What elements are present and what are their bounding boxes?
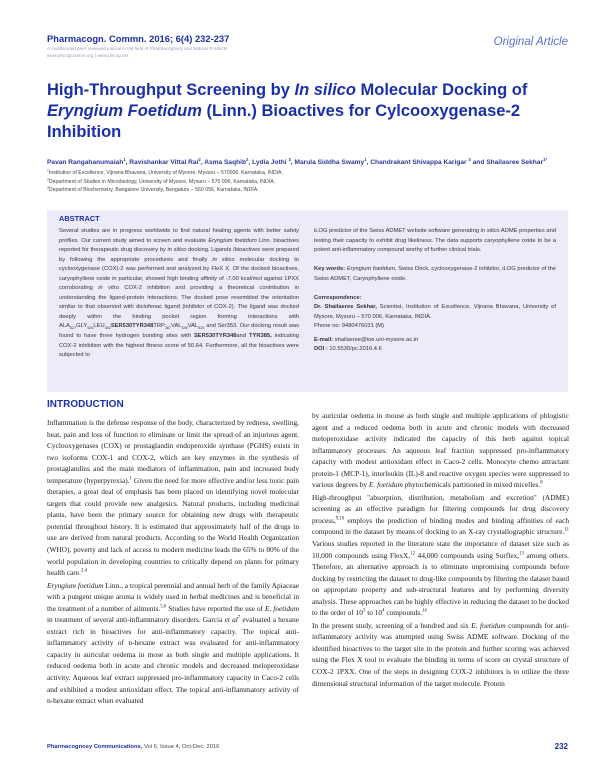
citation-ref: 9,10 [335,516,345,522]
text-run: indicating COX-2 inhibition with the highest fitness score of 50.64. Furthermore, all the bioactives were subjected to [59,333,299,359]
introduction-left-column [47,417,299,708]
text-run: GLY [76,323,88,330]
text-run: , Lydia Jothi [248,159,289,166]
text-run: VAL [187,323,199,330]
text-run: Institution of Excellence, Vijnana Bhavana, University of Mysore, Mysuru – 570006, Karnataka, INDIA. [48,170,283,176]
citation-ref: 14 [422,608,427,614]
citation-ref: 3 [362,608,366,614]
citation-ref: 11 [564,528,569,534]
doi-label: DOI : [314,346,328,353]
text-run: docking. Ligands /bioactives were prepared by following the appropriate procedures and finally [59,247,299,263]
journal-tagline [47,46,227,59]
text-run: and Shailasree Sekhar [470,159,544,166]
text-run: In the present study, screening of a hundred and six [312,620,472,630]
paragraph [47,417,299,579]
paragraph [312,492,569,619]
introduction-right-column [312,410,569,690]
text-run: Dr. Shailasree Sekhar, [314,304,377,311]
text-run: , Chandrakant Shivappa Karigar [366,159,469,166]
abstract-text [59,227,299,361]
citation-ref: 12 [410,551,415,557]
journal-websites[interactable]: www.phcogcommn.org | www.phcog.net [47,52,129,58]
page-number: 232 [554,742,568,751]
text-run: compounds for anti-inflammatory activity was attempted using Swiss ADME software. Docking of the identified bioactives to the target site in the protein and further scoring was achieved using the Flex X tool to evaluate the binding in terms of score on crystal structure of COX-2 1PXX. One of the steps in designing COX-2 inhibitors is to utilize the three dimensional structural information of the target molecule. Protein [312,620,570,688]
text-run: in vitro [98,285,119,292]
text-run: Given the need for more effective and/or less toxic pain therapies, a great deal of emphasis has been placed on identifying novel molecular targets that could provide new analgesics. Natural products, including medicinal plants, have been the primary source for obtaining new drugs with therapeutic potential throughout history. It is estimated that approximately half of the drugs in use are derived from natural products. According to the World Health Organization (WHO), poverty and lack of access to modern medicine leads the 65% to 80% of the world population in developing countries to critically depend on plants for primary health care. [47,475,300,578]
text-run: compounds. [384,608,423,618]
citation-ref: 2 [246,156,249,162]
text-run: Studies have reported the use of [166,603,265,613]
citation-ref: 13 [519,551,524,557]
subscript: 349 [181,326,188,331]
citation-ref: 8 [540,480,543,486]
text-run: Department of Studies in Microbiology, University of Mysore, Mysuru – 570 006, Karnataka, INDIA. [48,178,276,185]
text-run: Several studies are in progress worldwide to find natural healing agents with better safety profiles. Our current study aimed to screen and evaluate [59,228,299,244]
citation-ref: 2 [198,156,201,162]
text-run: High-throughput "absorption, distribution, metabolism and excretion" (ADME) screening as an effective paradigm for filtering compounds for drug discovery process, [312,492,569,525]
text-run: Eryngium foetidum, [346,266,397,273]
text-run: SER530TYR348 [110,323,154,330]
text-run: in silico [480,228,500,234]
text-run: E. foetidum [471,620,506,630]
text-run: et al [224,615,238,625]
subscript: 527 [69,326,77,331]
subscript: 523 [198,326,205,331]
citation-ref: 2 [47,176,49,181]
text-run: iLOG predictor of the Swiss ADMET website software generating [314,228,481,234]
page-footer [47,744,219,750]
email-line [314,336,556,346]
citation-ref: 1 [123,156,126,162]
citation-ref: 1 [364,156,367,162]
subscript: 352 [104,326,111,331]
text-run: Eryngium foetidum [47,580,104,590]
citation-ref: 1 [129,476,132,482]
text-run: SER530TYR348 [193,333,237,340]
text-run: E. foetidum [368,480,403,490]
text-run: Key words: [314,266,347,273]
text-run: Linn. bioactives reported for therapeutic drug discovery by [59,237,300,254]
text-run: , Marula Siddha Swamy [290,159,365,166]
citation-ref: 7 [237,615,241,621]
subscript: 387 [164,326,172,331]
correspondence-label: Correspondence: [314,294,362,301]
text-run: in silico [212,256,235,263]
text-run: COX-2 inhibition and providing a theoretical contribution in understanding the ligand-protein interactions. The docked pose resembled the orientation similar to that observed with diclofenac ligand (inhibitor of COX-2). The ligand was docked deeply within the binding pocket region forming interactions with ALA [59,285,299,330]
doi-link[interactable]: 10.5530/pc.2016.4.6 [329,346,382,353]
correspondence-details [314,303,556,322]
text-run: and Ser353. Our docking result was found to have three hydrogen bonding sites with [59,323,299,340]
citation-ref: 3 [47,185,49,190]
email-label: E-mail: [314,336,334,343]
text-run: LEU [93,323,105,330]
text-run: Pavan Rangahanumaiah [47,159,124,166]
text-run: E. foetidum [264,603,299,613]
text-run: 44,000 compounds using Surflex, [414,550,520,560]
citation-ref: 5,6 [160,604,167,610]
text-run: among others. Therefore, an alternative approach is to eliminate unpromising compounds before docking by restricting the dataset to drug-like compounds by filtering the dataset based on appropriate property and sub-structural features and by performing diversity analysis. These approaches can be highly effective in reducing the dataset to be docked to the order of 10 [312,550,569,618]
citation-ref: 1* [543,156,548,162]
text-run: , Asma Saqhib [200,159,247,166]
text-run: Eryngium Foetidum [47,102,202,120]
text-run: Scientist, Institution of Excellence, Vijnana Bhavana, University of Mysore, Mysuru – 570 006, Karnataka, INDIA. [314,304,556,320]
text-run: , Ravishankar Vittal Rai [125,159,199,166]
tagline-text: A multifaceted peer reviewed journal in the field of Pharmacognosy and Natural Products [47,46,228,51]
text-run: in silico [167,247,187,254]
abstract-heading: ABSTRACT [59,214,100,223]
text-run: High-Throughput Screening by [47,81,295,99]
citation-ref: 2-4 [80,568,88,574]
text-run: Linn., a tropical perennial and annual herb of the family Apiaceae with a pungent unique aroma is widely used in herbal medicines and is beneficial in the treatment of a number of ailments. [47,580,300,613]
footer-journal-name: Pharmacognosy Communications, [47,744,143,750]
citation-ref: 1 [47,168,49,173]
affiliation-2 [47,176,283,190]
text-run: by auricular oedema in mouse as both single and multiple applications of phlogistic agent and a reduced oedema both in acute and chronic models with decreased meloperoxidase activity indicated the capacity of this herb against topical inflammatory processes. An aqueous leaf fraction suppressed pro-inflammatory capacity with modest antioxidant effect in Caco-2 cells. Monocyte chemo attractant protein-1 (MCP-1), interleukin (IL)-8 and reactive oxygen species were suppressed to various degrees by [312,411,569,490]
keywords [314,265,556,284]
text-run: Eryngium foetidum [208,237,257,244]
doi-line [314,345,556,355]
text-run: (Linn.) Bioactives for Cylcooxygenase-2 Inhibition [47,102,521,141]
text-run: TRP [153,323,165,330]
citation-ref: 3 [468,156,471,162]
paper-title [47,80,567,143]
paragraph [47,580,299,707]
text-run: ADME properties and testing their capacity to exhibit drug likeliness. The data supports caryophyllene oxide to be a potent anti-inflammatory compound worthy of further clinical trials. [314,228,556,254]
text-run: Molecular Docking of [355,81,528,99]
phone-number: Phone no: 9480476031 (M) [314,323,385,330]
text-run: VAL [171,323,182,330]
introduction-heading: INTRODUCTION [47,399,124,410]
text-run: in treatment of several anti-inflammatory disorders. Garcia [47,615,225,625]
text-run: TYR385, [249,333,272,340]
text-run: evaluated a hexane extract rich in bioactives for anti-inflammatory capacity. The topical anti-inflammatory activity of n-hexane extract was evaluated for anti-inflammatory capacity in auricular oedema in mose as both single and multiple applications. It reduced oedema both in acute and chronic models and decreased meloperoxidase activity. Aqueous leaf extract suppressed pro-inflammatory capacity in Caco-2 cells and exhibited a modest antioxidant effect. The topical anti-inflammatory activity of n-hexane extract when evaluated [47,615,299,706]
text-run: Department of Biochemistry, Bangalore University, Bengaluru – 560 056, Karnataka, INDIA. [48,187,259,194]
text-run: Inflammation is the defense response of the body, characterized by redness, swelling, heat, pain and loss of function to eliminate or limit the spread of an injurious agent. Cyclooxygenases (COX) or prostaglandin endoperoxide synthase (PGHS) exists in two isoforms COX-1 and COX-2, which are key enzymes in the synthesis of prostaglandins and the main mediators of inflammation, pain and increased body temperature (hyperpyrexia). [47,418,299,485]
affiliation-3 [47,186,283,195]
author-list [47,158,572,168]
text-run: In silico [294,81,356,99]
abstract-continued [314,227,556,256]
affiliation-1 [47,169,283,178]
text-run: Swiss Dock, cyclooxygenase-2 inhibitor, iLOG predictor of the Swiss ADMET, Caryophyllene oxide. [314,266,557,282]
text-run: molecular docking to cyclooxygenase (COX)-2 was performed and analyzed by FleX X. Of the docked bioactives, caryophyllene oxide in particular, showed high binding affinity of -7.00 kcal/mol against 1PXX corroborating [59,256,299,292]
affiliations [47,169,283,195]
paragraph [312,410,569,491]
text-run: to 10 [365,608,383,618]
paragraph [312,620,569,689]
text-run: and [236,333,250,340]
footer-issue: Vol 6, Issue 4, Oct-Dec, 2016 [142,744,220,750]
abstract-right-column [314,227,556,355]
text-run: employs the prediction of binding modes and binding affinities of each compound in the dataset by means of docking to an X-ray crystallographic structure. [312,515,569,537]
journal-citation: Pharmacogn. Commn. 2016; 6(4) 232-237 [47,33,230,44]
citation-ref: 4 [382,608,385,614]
citation-ref: 3 [288,156,291,162]
subscript: 526 [87,326,94,331]
text-run: phytochemicals partitioned in mixed micelles. [402,480,541,490]
email-link[interactable]: shailasree@ioe.uni-mysore.ac.in [334,336,419,343]
text-run: Various studies reported in the literature state the importance of dataset size such as 10,000 compounds using FlexX, [312,539,569,560]
article-type: Original Article [493,36,568,48]
